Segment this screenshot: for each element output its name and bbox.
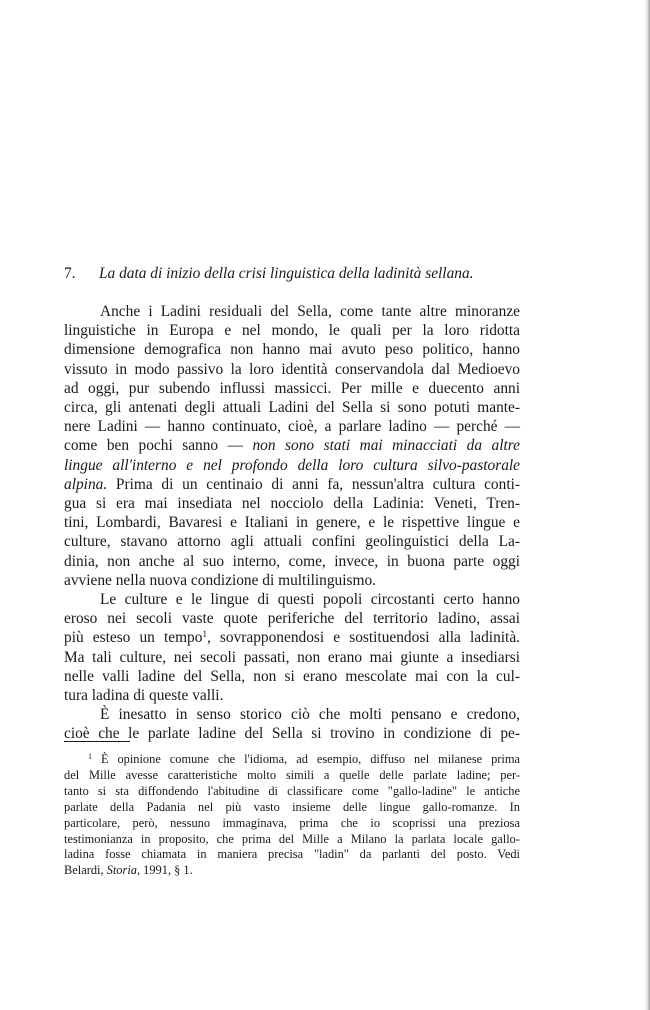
- footnote-divider: [64, 741, 130, 742]
- text-line: È inesatto in senso storico ciò che molti pensano e credono,: [100, 706, 520, 724]
- text-line: tini, Lombardi, Bavaresi e Italiani in genere, e le rispettive lingue e: [64, 514, 520, 532]
- italic-run: non sono stati mai minacciati da altre: [252, 437, 520, 455]
- text-line: avviene nella nuova condizione di multilinguismo.: [64, 571, 377, 589]
- italic-run: Storia: [106, 863, 137, 878]
- text-run: Belardi,: [64, 863, 107, 878]
- text-line: Le culture e le lingue di questi popoli circostanti certo hanno: [100, 591, 520, 609]
- text-line: Ma tali culture, nei secoli passati, non erano mai giunte a insediarsi: [64, 648, 520, 666]
- footnote-line: tanto si sta diffondendo l'abitudine di classificare come "gallo-ladine" le antiche: [64, 783, 520, 798]
- text-line: [64, 475, 520, 494]
- text-line: [64, 628, 520, 647]
- text-line: cioè che le parlate ladine del Sella si trovino in condizione di pe-: [64, 725, 520, 743]
- text-line: Anche i Ladini residuali del Sella, come tante altre minoranze: [100, 303, 520, 320]
- italic-run: alpina.: [64, 475, 108, 493]
- text-line: gua si era mai insediata nel nocciolo della Ladinia: Veneti, Tren-: [64, 495, 520, 513]
- body-text: [64, 302, 520, 744]
- page-edge-shadow: [644, 0, 650, 1010]
- text-line: ad oggi, pur subendo influssi massicci. Per mille e duecento anni: [64, 379, 520, 397]
- text-line: culture, stavano attorno agli attuali confini geolinguistici della La-: [64, 533, 520, 551]
- section-heading: [64, 264, 520, 284]
- footnote-marker: 1: [88, 752, 92, 761]
- text-line: dimensione demografica non hanno mai avuto peso politico, hanno: [64, 341, 520, 359]
- text-line: vissuto in modo passivo la loro identità conservandola dal Medioevo: [64, 360, 520, 378]
- section-title: La data di inizio della crisi linguistica della ladinità sellana.: [99, 265, 474, 282]
- text-run: Prima di un centinaio di anni fa, nessun'altra cultura conti-: [107, 475, 520, 493]
- text-line: [64, 456, 520, 475]
- footnote-line: particolare, però, nessuno immaginava, prima che io scoprissi una preziosa: [64, 815, 520, 830]
- text-line: circa, gli antenati degli attuali Ladini del Sella si sono potuti mante-: [64, 399, 520, 417]
- text-run: , sovrapponendosi e sostituendosi alla ladinità.: [206, 629, 520, 647]
- footnote-line: parlate della Padania nel più vasto insieme delle lingue gallo-romanze. In: [64, 799, 520, 814]
- italic-run: lingue all'interno e nel profondo della loro cultura silvo-pastorale: [64, 456, 520, 474]
- text-run: È opinione comune che l'idioma, ad esempio, diffuso nel milanese prima: [92, 752, 520, 766]
- text-line: linguistiche in Europa e nel mondo, le quali per la loro ridotta: [64, 322, 520, 340]
- footnote: [64, 752, 520, 879]
- footnote-line: [64, 752, 520, 768]
- footnote-reference[interactable]: 1: [202, 629, 207, 640]
- text-run: , 1991, § 1.: [136, 863, 193, 878]
- text-line: nere Ladini — hanno continuato, cioè, a parlare ladino — perché —: [64, 418, 520, 436]
- footnote-line: del Mille avesse caratteristiche molto simili a quelle delle parlate ladine; per-: [64, 767, 520, 782]
- text-line: [64, 436, 520, 455]
- text-run: come ben pochi sanno —: [64, 437, 253, 455]
- text-line: nelle valli ladine del Sella, non si erano mescolate mai con la cul-: [64, 667, 520, 685]
- text-run: più esteso un tempo: [64, 629, 203, 647]
- footnote-line: [64, 863, 520, 879]
- text-line: eroso nei secoli vaste quote periferiche del territorio ladino, assai: [64, 610, 520, 628]
- footnote-line: testimonianza in proposito, che prima del Mille a Milano la parlata locale gallo-: [64, 831, 520, 846]
- section-number: 7.: [64, 265, 76, 282]
- text-line: tura ladina di queste valli.: [64, 687, 224, 705]
- footnote-line: ladina fosse chiamata in maniera precisa "ladin" da parlanti del posto. Vedi: [64, 847, 520, 862]
- text-line: dinia, non anche al suo interno, come, invece, in buona parte oggi: [64, 552, 520, 570]
